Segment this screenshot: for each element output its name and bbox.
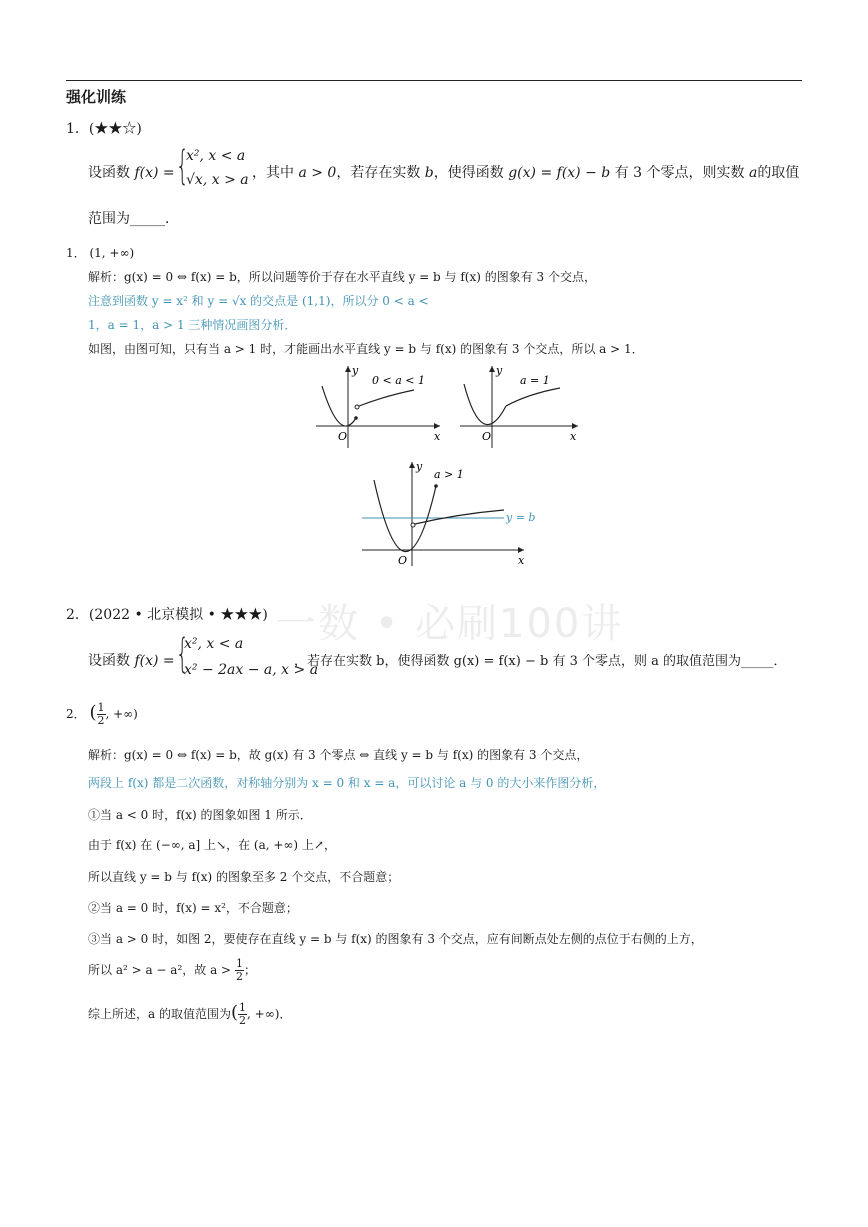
a2-line8 bbox=[88, 958, 256, 983]
q2-lead bbox=[88, 650, 175, 670]
a1-line2: 注意到函数 y = x² 和 y = √x 的交点是 (1,1)，所以分 0 < a < bbox=[88, 294, 429, 308]
q2-lead-text: 设函数 bbox=[88, 653, 130, 669]
a2-rest: , +∞) bbox=[105, 707, 138, 721]
q2-header bbox=[66, 604, 268, 624]
q1-header bbox=[66, 118, 142, 138]
a2-header bbox=[66, 702, 138, 727]
q1-case2: √x, x > a bbox=[186, 172, 249, 188]
y-label: y bbox=[496, 364, 503, 377]
q2-brace: { bbox=[176, 631, 189, 677]
a2-number: 2． bbox=[66, 707, 86, 721]
q1-line2: 范围为_____． bbox=[88, 211, 179, 227]
graph2-label: a = 1 bbox=[520, 374, 550, 387]
q1-b: b bbox=[424, 165, 434, 181]
parabola-left bbox=[464, 384, 506, 425]
graph-0-a-1 bbox=[310, 360, 444, 452]
a2-line9 bbox=[88, 1002, 291, 1027]
a1-line3: 1，a = 1，a > 1 三种情况画图分析． bbox=[88, 318, 297, 332]
a2-den: 2 bbox=[97, 714, 105, 727]
y-arrow bbox=[489, 366, 495, 372]
open-point bbox=[355, 405, 359, 409]
q1-text-a: ，其中 bbox=[252, 165, 294, 181]
a2-line7: ③当 a > 0 时，如图 2，要使存在直线 y = b 与 f(x) 的图象有 3 个交点，应有间断点处左侧的点位于右侧的上方， bbox=[88, 932, 703, 946]
y-arrow bbox=[345, 366, 351, 372]
a1-header bbox=[66, 244, 134, 261]
q1-fx: f(x) = bbox=[134, 165, 175, 181]
q2-fx: f(x) = bbox=[134, 653, 175, 669]
q1-text-d: 有 3 个零点，则实数 bbox=[614, 165, 745, 181]
a2-line5: 所以直线 y = b 与 f(x) 的图象至多 2 个交点，不合题意； bbox=[88, 870, 400, 884]
q2-meta: (2022 • 北京模拟 • ★★★) bbox=[88, 607, 268, 623]
graph3-label: a > 1 bbox=[434, 468, 464, 481]
a2-line6: ②当 a = 0 时，f(x) = x²，不合题意； bbox=[88, 901, 298, 915]
q1-text-e: 的取值 bbox=[757, 165, 800, 181]
section-title: 强化训练 bbox=[66, 88, 127, 106]
graph-a-gt-1 bbox=[358, 458, 536, 568]
q1-condition bbox=[252, 162, 799, 182]
q1-lead-text: 设函数 bbox=[88, 165, 130, 181]
sqrt-right bbox=[415, 510, 504, 524]
x-arrow bbox=[518, 547, 524, 553]
origin-label: O bbox=[338, 430, 348, 443]
q2-text: ，若存在实数 b，使得函数 g(x) = f(x) − b 有 3 个零点，则 a 的取值范围为_____． bbox=[294, 654, 787, 669]
a2-line2: 两段上 f(x) 都是二次函数，对称轴分别为 x = 0 和 x = a，可以讨论 a 与 0 的大小来作图分析， bbox=[88, 776, 606, 790]
graph-a-eq-1 bbox=[456, 360, 582, 452]
a1-answer: (1, +∞) bbox=[89, 246, 135, 260]
line-label: y = b bbox=[506, 511, 536, 524]
q1-brace: { bbox=[176, 143, 189, 189]
filled-point bbox=[434, 484, 438, 488]
open-point bbox=[411, 523, 415, 527]
a2-line8-text: 所以 a² > a − a²，故 a > bbox=[88, 963, 232, 977]
a2-num: 1 bbox=[97, 701, 105, 714]
a1-line4: 如图，由图可知，只有当 a > 1 时，才能画出水平直线 y = b 与 f(x) 的图象有 3 个交点，所以 a > 1． bbox=[88, 342, 644, 356]
y-arrow bbox=[409, 462, 415, 468]
a2-line9-paren: ( bbox=[230, 1002, 239, 1023]
q2-case1: x², x < a bbox=[184, 636, 244, 652]
y-label: y bbox=[416, 460, 423, 473]
a2-line1: 解析：g(x) = 0 ⇔ f(x) = b，故 g(x) 有 3 个零点 ⇔ 直线 y = b 与 f(x) 的图象有 3 个交点， bbox=[88, 748, 589, 762]
sqrt-right bbox=[506, 388, 560, 406]
filled-point bbox=[354, 416, 358, 420]
parabola-left bbox=[374, 480, 436, 552]
q2-number: 2． bbox=[66, 607, 89, 623]
x-arrow bbox=[572, 423, 578, 429]
q1-lead bbox=[88, 162, 175, 182]
q2-case2: x² − 2ax − a, x > a bbox=[184, 662, 319, 678]
top-rule bbox=[66, 80, 802, 81]
q1-gx: g(x) = f(x) − b bbox=[508, 165, 611, 181]
a1-line1: 解析：g(x) = 0 ⇔ f(x) = b，所以问题等价于存在水平直线 y = b 与 f(x) 的图象有 3 个交点， bbox=[88, 270, 596, 284]
y-label: y bbox=[352, 364, 359, 377]
q1-number: 1． bbox=[66, 121, 89, 137]
q1-a: a bbox=[748, 165, 758, 181]
a1-number: 1． bbox=[66, 246, 86, 260]
a2-paren: ( bbox=[89, 702, 97, 723]
sqrt-right bbox=[359, 390, 414, 406]
q1-text-c: ，使得函数 bbox=[433, 165, 504, 181]
a2-line8-den: 2 bbox=[235, 970, 243, 983]
origin-label: O bbox=[482, 430, 492, 443]
x-label: x bbox=[570, 430, 577, 443]
a2-line9-num: 1 bbox=[239, 1001, 247, 1014]
watermark: 一数 • 必刷100讲 bbox=[276, 601, 624, 647]
a2-line8-end: ； bbox=[243, 963, 256, 977]
x-arrow bbox=[434, 423, 440, 429]
x-label: x bbox=[434, 430, 441, 443]
a2-line9-fraction bbox=[238, 1002, 247, 1027]
a2-line8-num: 1 bbox=[235, 957, 243, 970]
origin-label: O bbox=[398, 554, 408, 567]
a2-line9-den: 2 bbox=[239, 1014, 247, 1027]
parabola-left bbox=[322, 386, 356, 426]
a2-line8-fraction bbox=[235, 958, 244, 983]
q1-stars: (★★☆) bbox=[88, 121, 142, 137]
a2-line9-rest: , +∞)． bbox=[247, 1007, 292, 1021]
a2-fraction bbox=[97, 702, 106, 727]
a2-line4: 由于 f(x) 在 (−∞, a] 上↘，在 (a, +∞) 上↗， bbox=[88, 838, 336, 852]
x-label: x bbox=[518, 554, 525, 567]
q1-text-b: ，若存在实数 bbox=[336, 165, 421, 181]
a2-line3: ①当 a < 0 时，f(x) 的图象如图 1 所示． bbox=[88, 808, 312, 822]
q1-cond: a > 0 bbox=[298, 165, 337, 181]
q1-case1: x², x < a bbox=[186, 148, 246, 164]
graph1-label: 0 < a < 1 bbox=[372, 374, 425, 387]
a2-line9-text: 综上所述，a 的取值范围为 bbox=[88, 1007, 231, 1021]
